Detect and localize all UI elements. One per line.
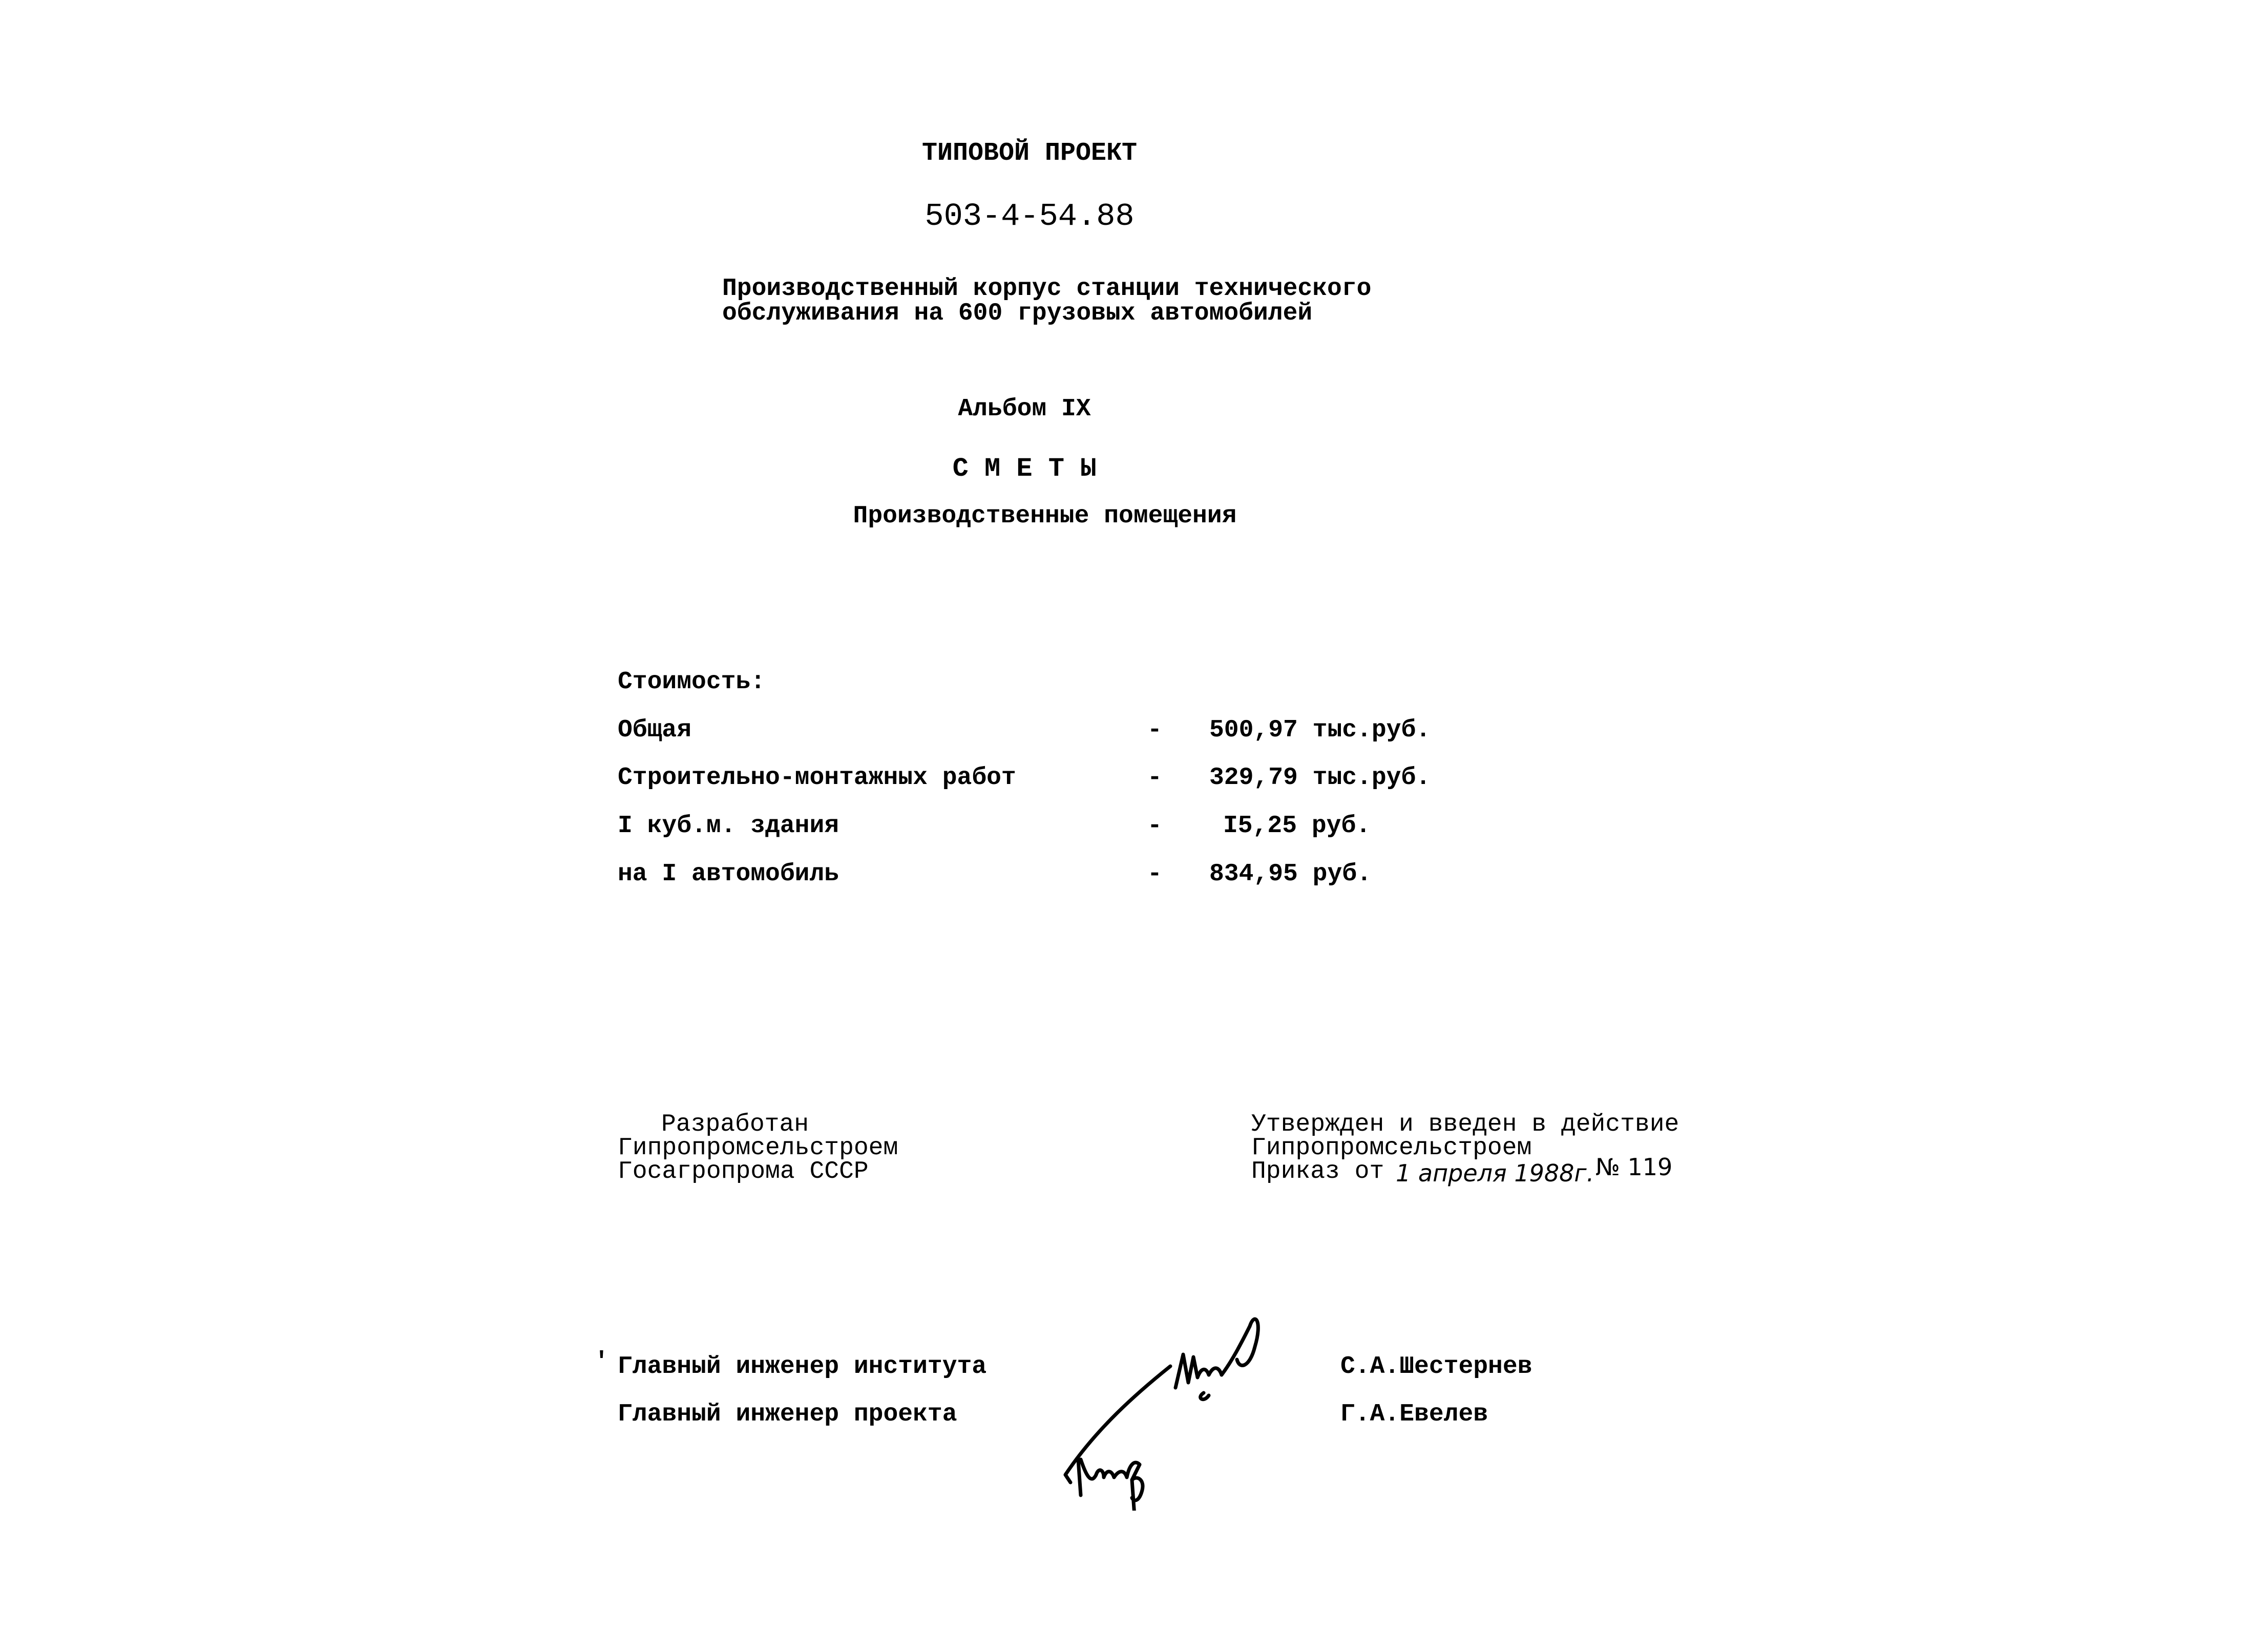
signatory-name: С.А.Шестернев bbox=[1340, 1353, 1532, 1381]
approval-label: Утвержден и введен в действие bbox=[1251, 1111, 1679, 1138]
signature-chief-engineer-institute bbox=[1065, 1319, 1258, 1482]
series-label: ТИПОВОЙ ПРОЕКТ bbox=[921, 139, 1138, 168]
handwritten-signatures bbox=[1035, 1306, 1321, 1511]
developed-label: Разработан bbox=[661, 1111, 809, 1138]
cost-value: 500,97 тыс.руб. bbox=[1209, 716, 1431, 744]
signatory-name: Г.А.Евелев bbox=[1340, 1401, 1488, 1428]
cost-label: I куб.м. здания bbox=[618, 812, 839, 840]
developer-institute: Гипропромсельстроем bbox=[618, 1134, 898, 1162]
cost-label: на I автомобиль bbox=[618, 860, 839, 888]
project-title-line1: Производственный корпус станции технического bbox=[722, 275, 1372, 303]
subsection-title: Производственные помещения bbox=[853, 502, 1237, 530]
approval-institute: Гипропромсельстроем bbox=[1251, 1134, 1532, 1162]
cost-value: 834,95 руб. bbox=[1209, 860, 1372, 888]
order-number: № 119 bbox=[1595, 1153, 1673, 1181]
signatory-role: Главный инженер института bbox=[618, 1353, 987, 1381]
order-date: 1 апреля 1988г. bbox=[1396, 1159, 1594, 1187]
cost-dash: - bbox=[1147, 764, 1162, 792]
cost-label: Строительно-монтажных работ bbox=[618, 764, 1016, 792]
cost-label: Общая bbox=[618, 716, 692, 744]
cost-value: I5,25 руб. bbox=[1223, 812, 1371, 840]
cost-heading: Стоимость: bbox=[618, 668, 766, 696]
cost-dash: - bbox=[1147, 860, 1162, 888]
section-title: С М Е Т Ы bbox=[952, 454, 1097, 484]
cost-value: 329,79 тыс.руб. bbox=[1209, 764, 1431, 792]
developer-ministry: Госагропрома СССР bbox=[618, 1158, 869, 1185]
order-prefix: Приказ от bbox=[1251, 1158, 1384, 1185]
signature-chief-engineer-project bbox=[1078, 1459, 1143, 1511]
signatory-role: Главный инженер проекта bbox=[618, 1401, 957, 1428]
cost-dash: - bbox=[1147, 716, 1162, 744]
tick-mark: ' bbox=[594, 1348, 609, 1376]
album-label: Альбом IX bbox=[958, 395, 1091, 423]
project-number: 503-4-54.88 bbox=[925, 198, 1135, 235]
project-title-line2: обслуживания на 600 грузовых автомобилей bbox=[722, 300, 1313, 327]
cost-dash: - bbox=[1147, 812, 1162, 840]
